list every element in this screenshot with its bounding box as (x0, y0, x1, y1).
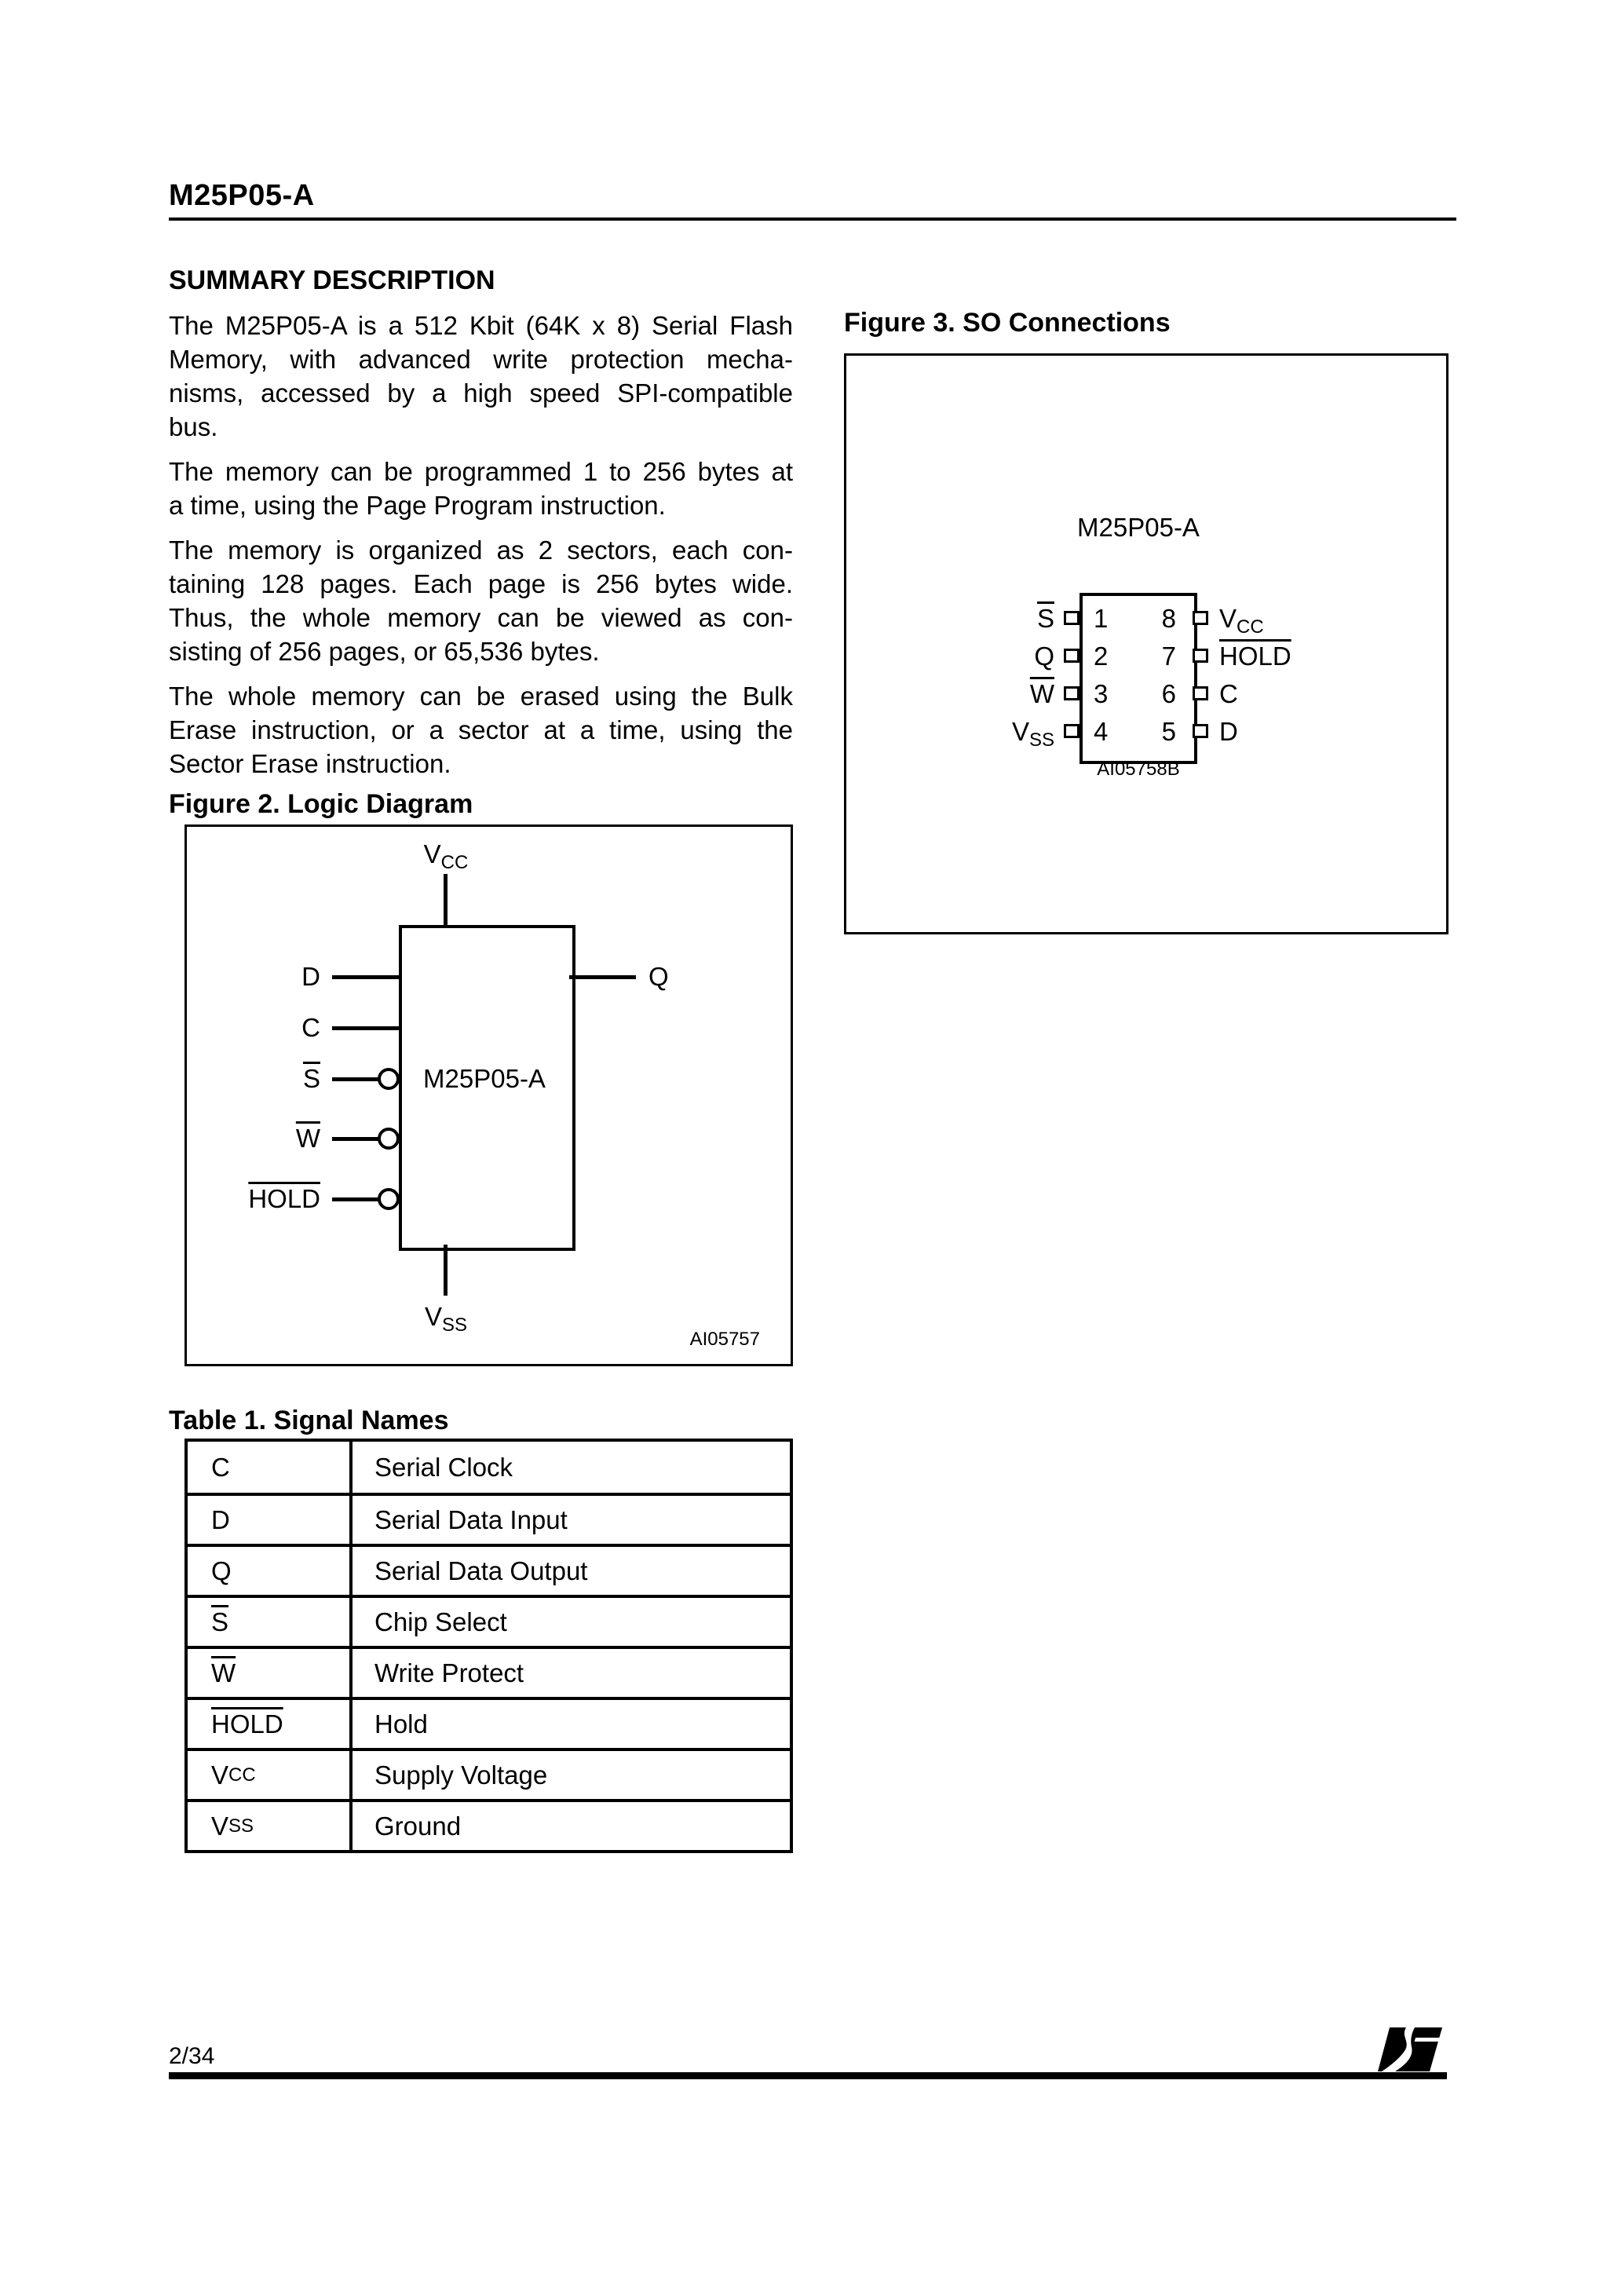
pin-number: 1 (1094, 604, 1109, 633)
pin-label: $V_{CC}$ (1219, 604, 1264, 638)
pin-label: C (1219, 679, 1238, 708)
pin-number: 3 (1094, 679, 1109, 708)
signal-line (332, 975, 399, 979)
name-cell: Hold (374, 1709, 428, 1738)
signal-line (332, 1137, 379, 1141)
signal-cell: C (188, 1442, 353, 1493)
table1-title: Table 1. Signal Names (169, 1406, 449, 1435)
signal-cell: Q (188, 1547, 353, 1595)
output-label: Q (648, 962, 669, 991)
figure3-box (844, 353, 1448, 934)
body-line: The memory can be programmed 1 to 256 bytes at (169, 457, 793, 486)
name-cell: Ground (374, 1811, 462, 1841)
body-line: bus. (169, 412, 218, 441)
table-row (188, 1544, 790, 1595)
vss-label: $V_{SS}$ (424, 1302, 468, 1336)
inversion-bubble (378, 1188, 400, 1210)
vcc-line (444, 874, 448, 925)
pin-stub (1193, 686, 1208, 700)
body-line: Erase instruction, or a sector at a time, using the (169, 715, 793, 744)
signal-table (184, 1439, 793, 1853)
pin-stub (1064, 649, 1080, 663)
pin-stub (1064, 686, 1080, 700)
paragraph (169, 309, 793, 444)
figure2-title: Figure 2. Logic Diagram (169, 789, 473, 819)
table-row (188, 1697, 790, 1748)
pin-number: 7 (1161, 642, 1176, 671)
signal-line (332, 1197, 379, 1201)
inversion-bubble (378, 1128, 400, 1150)
paragraph (169, 455, 793, 522)
pin-number: 8 (1161, 604, 1176, 633)
pin-label: $V_{SS}$ (1011, 717, 1054, 751)
logic-chip-label: M25P05-A (423, 1064, 546, 1093)
name-cell: Supply Voltage (374, 1760, 548, 1790)
page-title: M25P05-A (169, 179, 315, 212)
inversion-bubble (378, 1068, 400, 1090)
body-line: The whole memory can be erased using the Bulk (169, 682, 793, 711)
pin-label: $\overline{S}$ (1036, 604, 1054, 633)
output-line (569, 975, 636, 979)
body-line: sisting of 256 pages, or 65,536 bytes. (169, 637, 600, 666)
pin-label: D (1219, 717, 1238, 746)
paragraph (169, 679, 793, 781)
pin-label: Q (1034, 642, 1054, 671)
table-row (188, 1493, 790, 1544)
body-line: a time, using the Page Program instruction. (169, 491, 666, 520)
figure-caption: AI05757 (689, 1329, 760, 1350)
pin-number: 2 (1094, 642, 1109, 671)
name-cell: Serial Data Input (374, 1504, 568, 1534)
body-line: Sector Erase instruction. (169, 749, 451, 778)
pin-label: $\overline{W}$ (1029, 679, 1054, 708)
signal-label: C (301, 1013, 320, 1042)
signal-cell: V SS (188, 1802, 353, 1850)
table-row (188, 1799, 790, 1850)
header-rule (169, 218, 1456, 221)
paragraph (169, 533, 793, 668)
signal-label: $\overline{W}$ (295, 1124, 320, 1153)
signal-cell: $\overline{S}$ (188, 1598, 353, 1646)
pin-number: 4 (1094, 717, 1109, 746)
body-line: Memory, with advanced write protection mecha- (169, 345, 793, 374)
signal-cell: V CC (188, 1751, 353, 1799)
table-row (188, 1595, 790, 1646)
footer-rule (169, 2072, 1447, 2079)
signal-line (332, 1026, 399, 1030)
body-line: The memory is organized as 2 sectors, each con- (169, 536, 793, 565)
signal-cell: D (188, 1496, 353, 1544)
pin-stub (1064, 611, 1080, 625)
summary-section (169, 265, 793, 792)
pin-stub (1193, 724, 1208, 738)
signal-line (332, 1077, 379, 1081)
signal-label: D (301, 962, 320, 991)
vcc-label: $V_{CC}$ (423, 839, 469, 873)
body-line: The M25P05-A is a 512 Kbit (64K x 8) Serial Flash (169, 311, 793, 340)
table-row (188, 1748, 790, 1799)
st-logo-icon (1378, 2027, 1442, 2071)
summary-heading: SUMMARY DESCRIPTION (169, 265, 495, 295)
signal-label: HOLD (248, 1184, 320, 1213)
body-line: taining 128 pages. Each page is 256 bytes wide. (169, 569, 793, 598)
table-row (188, 1442, 790, 1493)
body-line: Thus, the whole memory can be viewed as con- (169, 603, 793, 632)
name-cell: Serial Data Output (374, 1556, 588, 1585)
pin-number: 6 (1161, 679, 1176, 708)
footer-page-number: 2/34 (169, 2043, 215, 2069)
pin-stub (1193, 611, 1208, 625)
signal-cell: $\overline{W}$ (188, 1649, 353, 1697)
figure3-title: Figure 3. SO Connections (844, 308, 1171, 338)
figure2-box (184, 824, 793, 1366)
table-row (188, 1646, 790, 1697)
vss-line (444, 1245, 448, 1296)
pin-stub (1064, 724, 1080, 738)
name-cell: Chip Select (374, 1607, 507, 1636)
name-cell: Write Protect (374, 1658, 524, 1687)
pin-label: HOLD (1219, 642, 1291, 671)
figure-caption: AI05758B (1097, 759, 1180, 780)
body-line: nisms, accessed by a high speed SPI-compatible (169, 378, 793, 408)
signal-cell: HOLD (188, 1700, 353, 1748)
pin-stub (1193, 649, 1208, 663)
signal-label: $\overline{S}$ (302, 1064, 320, 1093)
name-cell: Serial Clock (374, 1452, 513, 1482)
pin-number: 5 (1161, 717, 1176, 746)
so-chip-label: M25P05-A (1077, 513, 1200, 542)
